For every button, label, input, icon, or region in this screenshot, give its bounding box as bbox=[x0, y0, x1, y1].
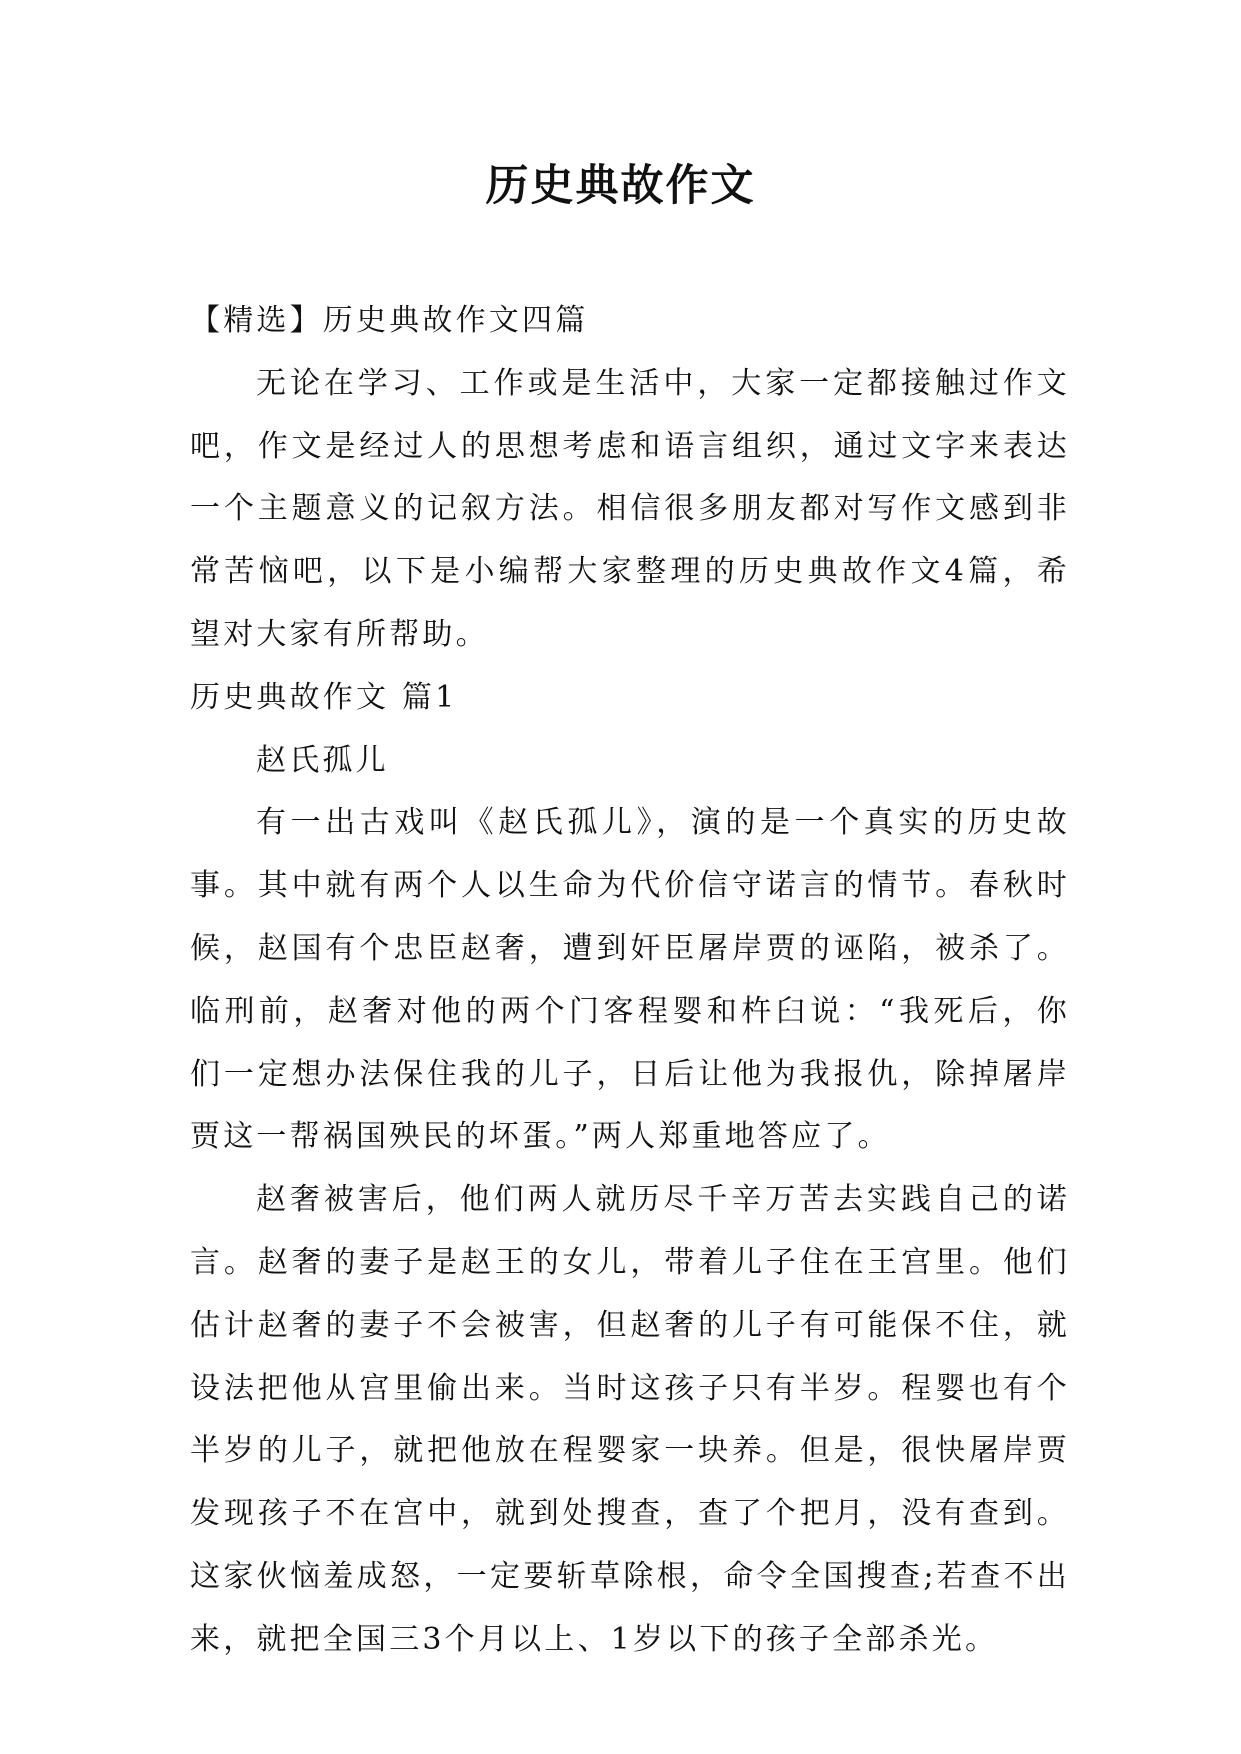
story-paragraph: 有一出古戏叫《赵氏孤儿》，演的是一个真实的历史故事。其中就有两个人以生命为代价信守诺言的情节。春秋时候，赵国有个忠臣赵奢，遭到奸臣屠岸贾的诬陷，被杀了。临刑前，赵奢对他的两个门客程婴和杵臼说：“我死后，你们一定想办法保住我的儿子，日后让他为我报仇，除掉屠岸贾这一帮祸国殃民的坏蛋。”两人郑重地答应了。 bbox=[190, 805, 1070, 1155]
document-body bbox=[190, 290, 1070, 1672]
story-paragraph: 赵奢被害后，他们两人就历尽千辛万苦去实践自己的诺言。赵奢的妻子是赵王的女儿，带着儿子住在王宫里。他们估计赵奢的妻子不会被害，但赵奢的儿子有可能保不住，就设法把他从宫里偷出来。当时这孩子只有半岁。程婴也有个半岁的儿子，就把他放在程婴家一块养。但是，很快屠岸贾发现孩子不在宫中，就到处搜查，查了个把月，没有查到。这家伙恼羞成怒，一定要斩草除根，命令全国搜查;若查不出来，就把全国三3个月以上、1岁以下的孩子全部杀光。 bbox=[190, 1182, 1070, 1657]
intro-paragraph: 无论在学习、工作或是生活中，大家一定都接触过作文吧，作文是经过人的思想考虑和语言组织，通过文字来表达一个主题意义的记叙方法。相信很多朋友都对写作文感到非常苦恼吧，以下是小编帮大家整理的历史典故作文4篇，希望对大家有所帮助。 bbox=[190, 365, 1070, 652]
section-heading: 历史典故作文 篇1 bbox=[190, 679, 458, 715]
story-title: 赵氏孤儿 bbox=[256, 742, 389, 778]
document-title: 历史典故作文 bbox=[485, 161, 756, 211]
document-subtitle: 【精选】历史典故作文四篇 bbox=[190, 303, 589, 338]
